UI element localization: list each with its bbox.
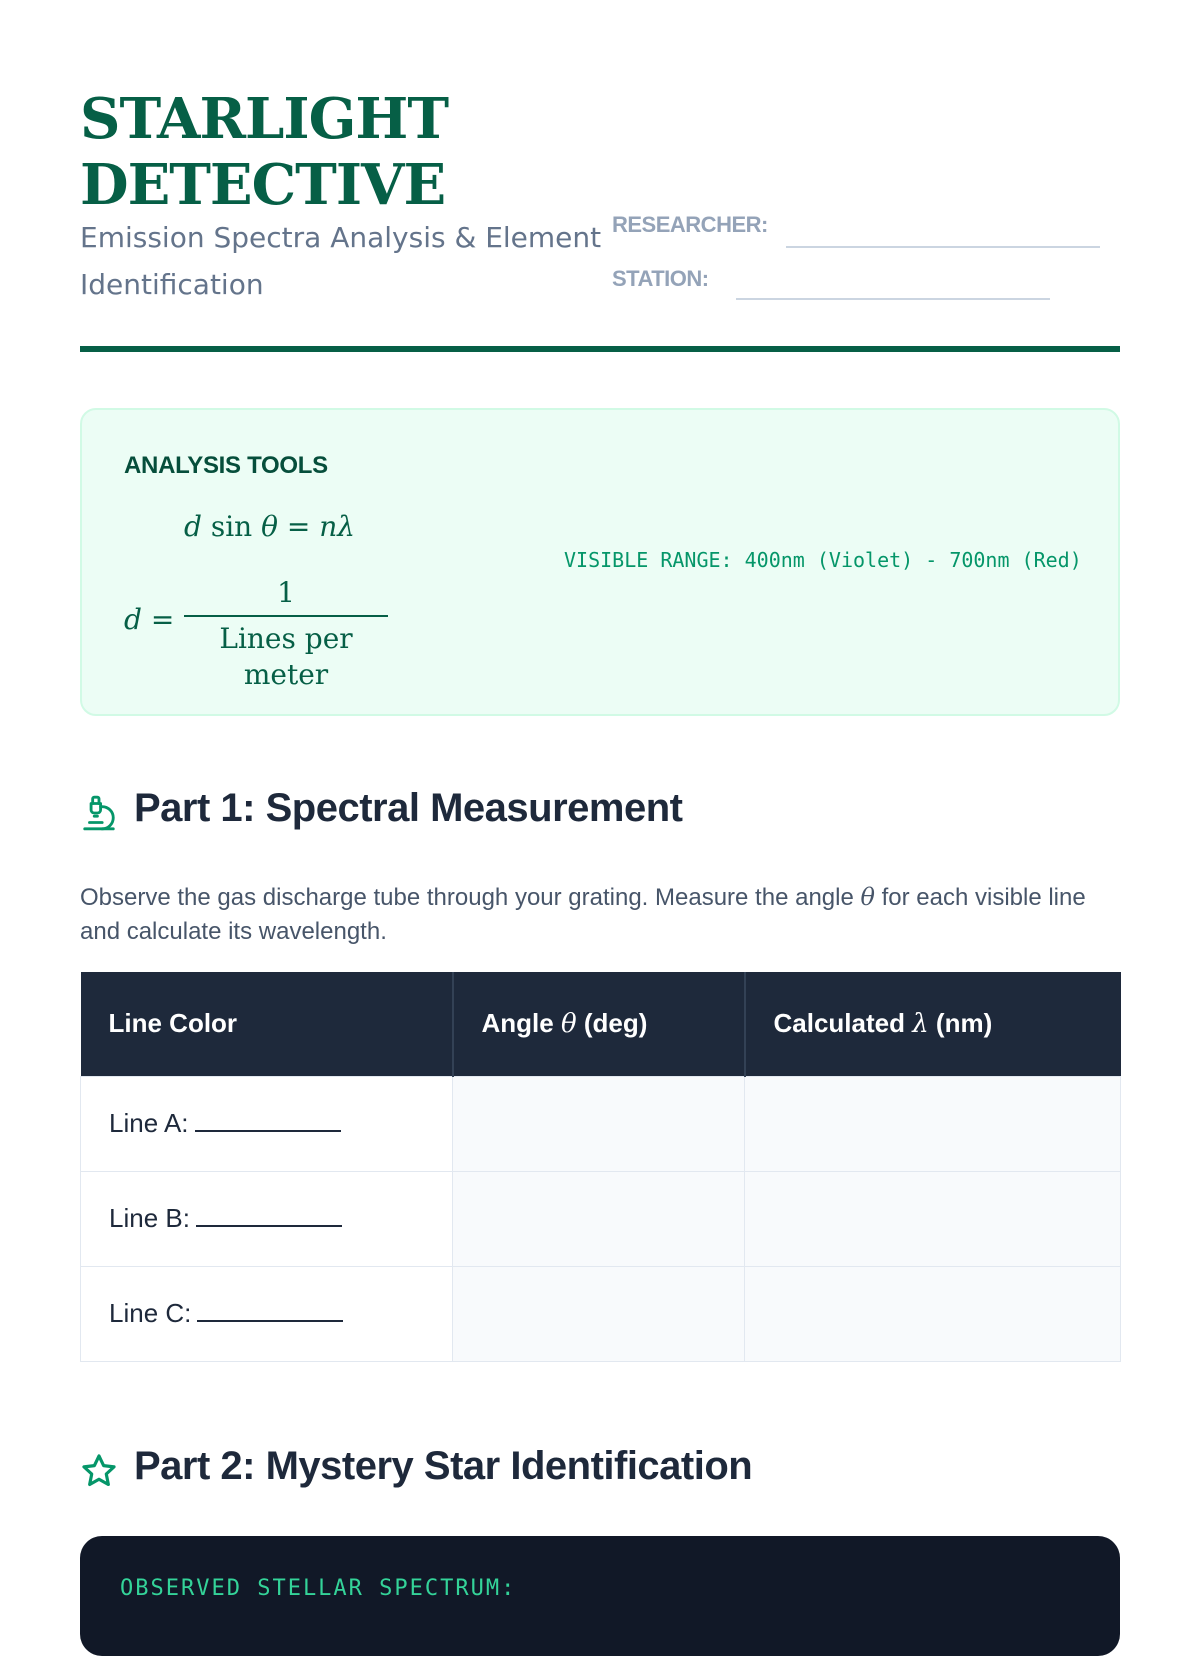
part2-heading: Part 2: Mystery Star Identification — [134, 1444, 753, 1488]
line-color-cell — [81, 1171, 453, 1266]
line-color-cell — [81, 1266, 453, 1361]
lambda-symbol: λ — [912, 1009, 929, 1040]
spacing-equation-lhs: d = — [124, 603, 175, 636]
fraction-denominator: Lines per meter — [219, 622, 353, 691]
column-header-angle-text: Angle — [481, 1008, 561, 1039]
spacing-fraction — [184, 575, 388, 691]
wavelength-cell[interactable] — [745, 1266, 1121, 1361]
line-color-cell — [81, 1076, 453, 1171]
stellar-spectrum-panel — [80, 1536, 1120, 1656]
researcher-field[interactable] — [786, 246, 1100, 248]
researcher-label: RESEARCHER: — [612, 212, 768, 237]
column-header-wavelength-text: Calculated — [773, 1008, 913, 1039]
table-row — [81, 1266, 1121, 1361]
part1-instructions — [80, 880, 1120, 949]
page-subtitle: Emission Spectra Analysis & Element Identification — [80, 221, 602, 301]
page-title — [80, 86, 448, 218]
instructions-text-end: for each visible line and calculate its wavelength. — [80, 884, 1086, 945]
column-header-line-color: Line Color — [81, 972, 453, 1076]
angle-cell[interactable] — [453, 1266, 745, 1361]
line-label: Line A: — [109, 1108, 189, 1138]
table-row — [81, 1076, 1121, 1171]
microscope-icon — [80, 794, 118, 832]
title-line-1: STARLIGHT — [80, 86, 449, 152]
measurement-table — [80, 972, 1121, 1362]
angle-cell[interactable] — [453, 1171, 745, 1266]
station-field[interactable] — [736, 298, 1050, 300]
column-header-angle — [453, 972, 745, 1076]
analysis-tools-heading: ANALYSIS TOOLS — [124, 452, 328, 479]
table-row — [81, 1171, 1121, 1266]
theta-symbol: θ — [560, 1009, 577, 1040]
line-label: Line B: — [109, 1203, 190, 1233]
color-blank[interactable] — [196, 1205, 342, 1227]
instructions-text-start: Observe the gas discharge tube through your grating. Measure the angle — [80, 884, 861, 911]
column-header-wavelength — [745, 972, 1121, 1076]
station-label: STATION: — [612, 266, 709, 291]
visible-range-note: VISIBLE RANGE: 400nm (Violet) - 700nm (Red) — [564, 548, 1082, 572]
color-blank[interactable] — [197, 1300, 343, 1322]
wavelength-cell[interactable] — [745, 1076, 1121, 1171]
part1-heading: Part 1: Spectral Measurement — [134, 786, 683, 830]
fraction-numerator: 1 — [277, 576, 295, 609]
line-label: Line C: — [109, 1298, 192, 1328]
table-header-row — [81, 972, 1121, 1076]
title-line-2: DETECTIVE — [80, 152, 446, 218]
grating-equation: d sin θ = nλ — [184, 510, 356, 543]
column-header-angle-unit: (deg) — [576, 1008, 648, 1039]
color-blank[interactable] — [195, 1110, 341, 1132]
star-icon — [80, 1452, 118, 1490]
analysis-tools-box — [80, 408, 1120, 716]
stellar-spectrum-label: OBSERVED STELLAR SPECTRUM: — [120, 1576, 517, 1601]
angle-cell[interactable] — [453, 1076, 745, 1171]
wavelength-cell[interactable] — [745, 1171, 1121, 1266]
column-header-wavelength-unit: (nm) — [928, 1008, 993, 1039]
header-divider — [80, 346, 1120, 352]
fraction-bar — [184, 615, 388, 617]
theta-symbol: θ — [860, 883, 875, 911]
